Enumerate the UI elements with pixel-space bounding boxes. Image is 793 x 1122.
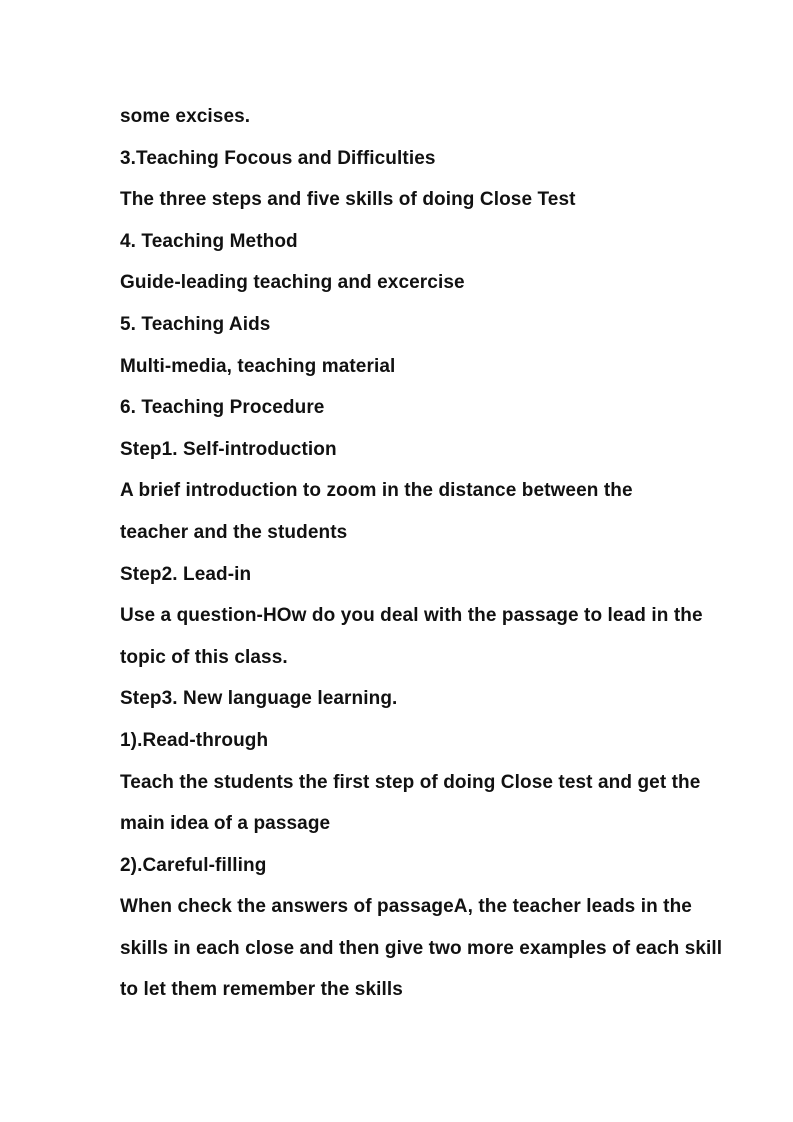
text-line: A brief introduction to zoom in the distance between the [120,480,633,502]
text-line: Guide-leading teaching and excercise [120,272,465,294]
section-heading-focus: 3.Teaching Focous and Difficulties [120,147,436,169]
step-heading: Step2. Lead-in [120,563,252,585]
sub-step-heading: 1).Read-through [120,729,269,751]
text-line: The three steps and five skills of doing Close Test [120,189,576,211]
step-heading: Step1. Self-introduction [120,438,337,460]
section-heading-method: 4. Teaching Method [120,230,298,252]
step-heading: Step3. New language learning. [120,688,398,710]
text-line: main idea of a passage [120,813,331,835]
text-line: skills in each close and then give two more examples of each skill [120,937,723,959]
section-heading-aids: 5. Teaching Aids [120,313,271,335]
document-body [120,96,723,1011]
text-line: to let them remember the skills [120,979,403,1001]
text-line: teacher and the students [120,521,348,543]
sub-step-heading: 2).Careful-filling [120,854,267,876]
text-line: Teach the students the first step of doing Close test and get the [120,771,701,793]
text-line: some excises. [120,106,251,127]
text-line: topic of this class. [120,646,288,668]
text-line: When check the answers of passageA, the teacher leads in the [120,896,692,918]
section-heading-procedure: 6. Teaching Procedure [120,397,325,419]
text-line: Multi-media, teaching material [120,355,396,377]
text-line: Use a question-HOw do you deal with the passage to lead in the [120,605,703,627]
